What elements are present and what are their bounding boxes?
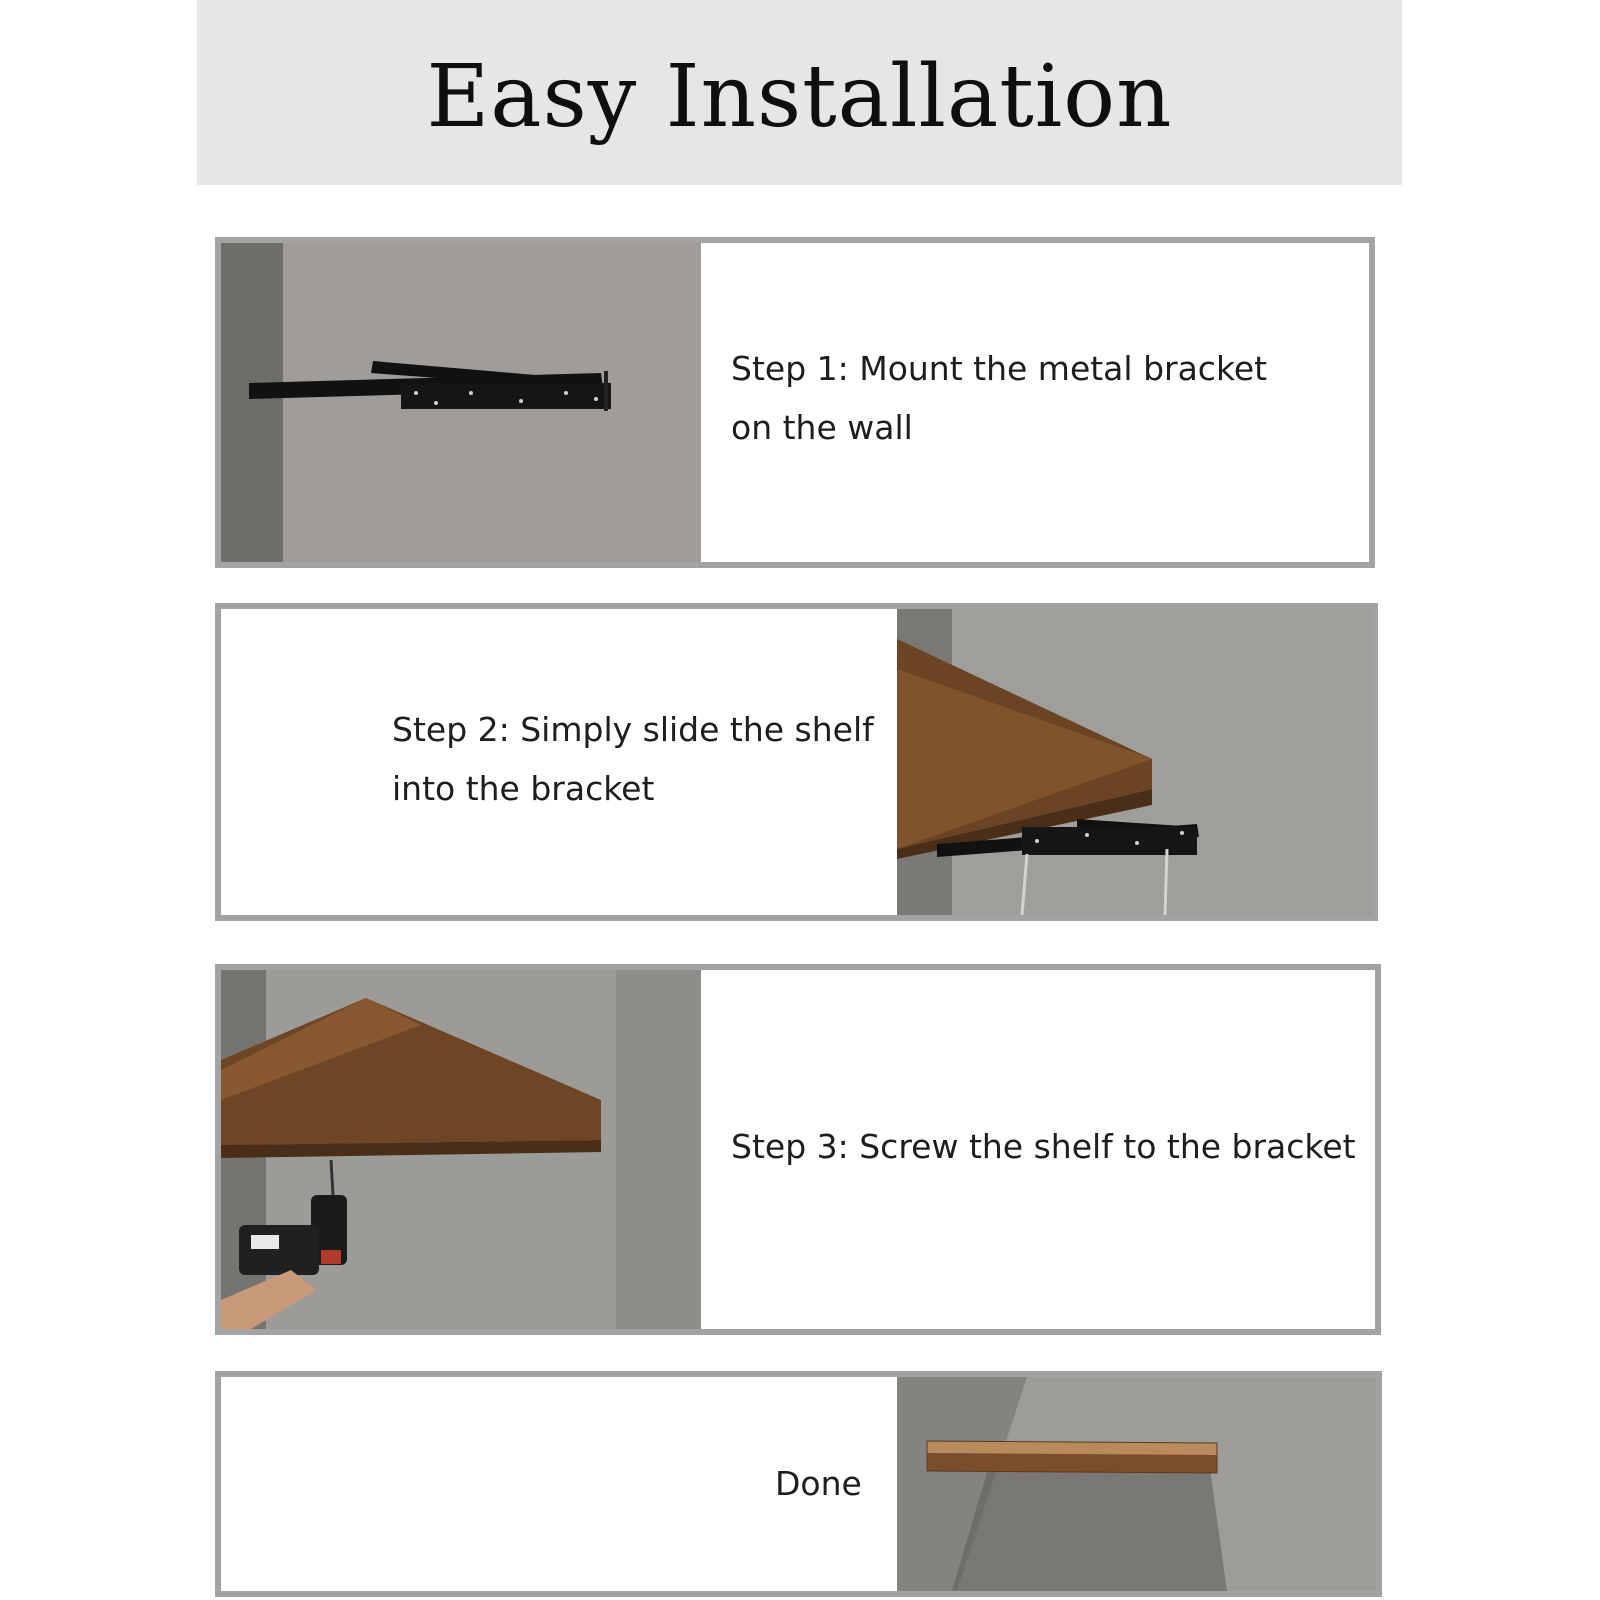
step-1-panel (215, 237, 1375, 568)
done-panel (215, 1371, 1382, 1597)
title-banner (197, 0, 1402, 185)
slide-shelf-photo (897, 609, 1372, 915)
done-caption: Done (775, 1464, 862, 1503)
step-3-panel (215, 964, 1381, 1335)
drill-screw-photo (221, 970, 701, 1329)
step-2-caption: Step 2: Simply slide the shelf into the bracket (392, 710, 874, 808)
step-3-caption: Step 3: Screw the shelf to the bracket (731, 1127, 1356, 1166)
step-2-panel (215, 603, 1378, 921)
finished-shelf-photo (897, 1377, 1376, 1591)
step-1-caption: Step 1: Mount the metal bracket on the wall (731, 349, 1268, 447)
page-title: Easy Installation (426, 46, 1173, 147)
wall-bracket-photo (221, 243, 701, 562)
